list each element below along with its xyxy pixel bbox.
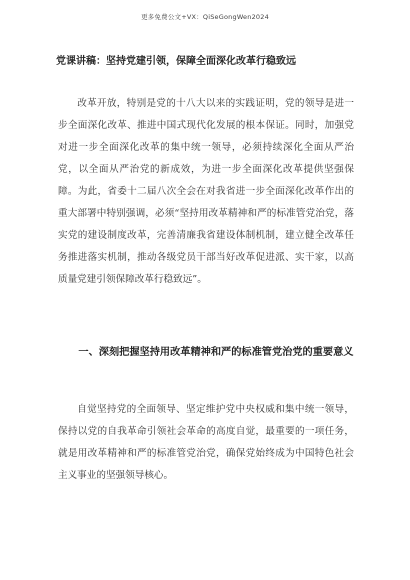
header-note: 更多免费公文+VX：QiSeGongWen2024	[141, 13, 269, 21]
body-paragraph-2: 自觉坚持党的全面领导、坚定维护党中央权威和集中统一领导，保持以党的自我革命引领社会革命的高度自觉，最重要的一项任务，就是用改革精神和严的标准管党治党，确保党始终成为中国特色社会主义事业的坚强领导核心。	[58, 404, 354, 481]
body-paragraph-1: 改革开放，特别是党的十八大以来的实践证明，党的领导是进一步全面深化改革、推进中国式现代化发展的根本保证。同时，加强党对进一步全面深化改革的集中统一领导，必须持续深化全面从严治党，以全面从严治党的新成效，为进一步全面深化改革提供坚强保障。为此，省委十二届八次全会在对我省进一步全面深化改革作出的重大部署中特别强调，必须“坚持用改革精神和严的标准管党治党，落实党的建设制度改革，完善清廉我省建设体制机制，建立健全改革任务推进落实机制，推动各级党员干部当好改革促进派、实干家，以高质量党建引领保障改革行稳致远”。	[58, 98, 354, 285]
document-title: 党课讲稿：坚持党建引领，保障全面深化改革行稳致远	[56, 56, 296, 67]
section-heading-1: 一、深刻把握坚持用改革精神和严的标准管党治党的重要意义	[78, 347, 354, 358]
